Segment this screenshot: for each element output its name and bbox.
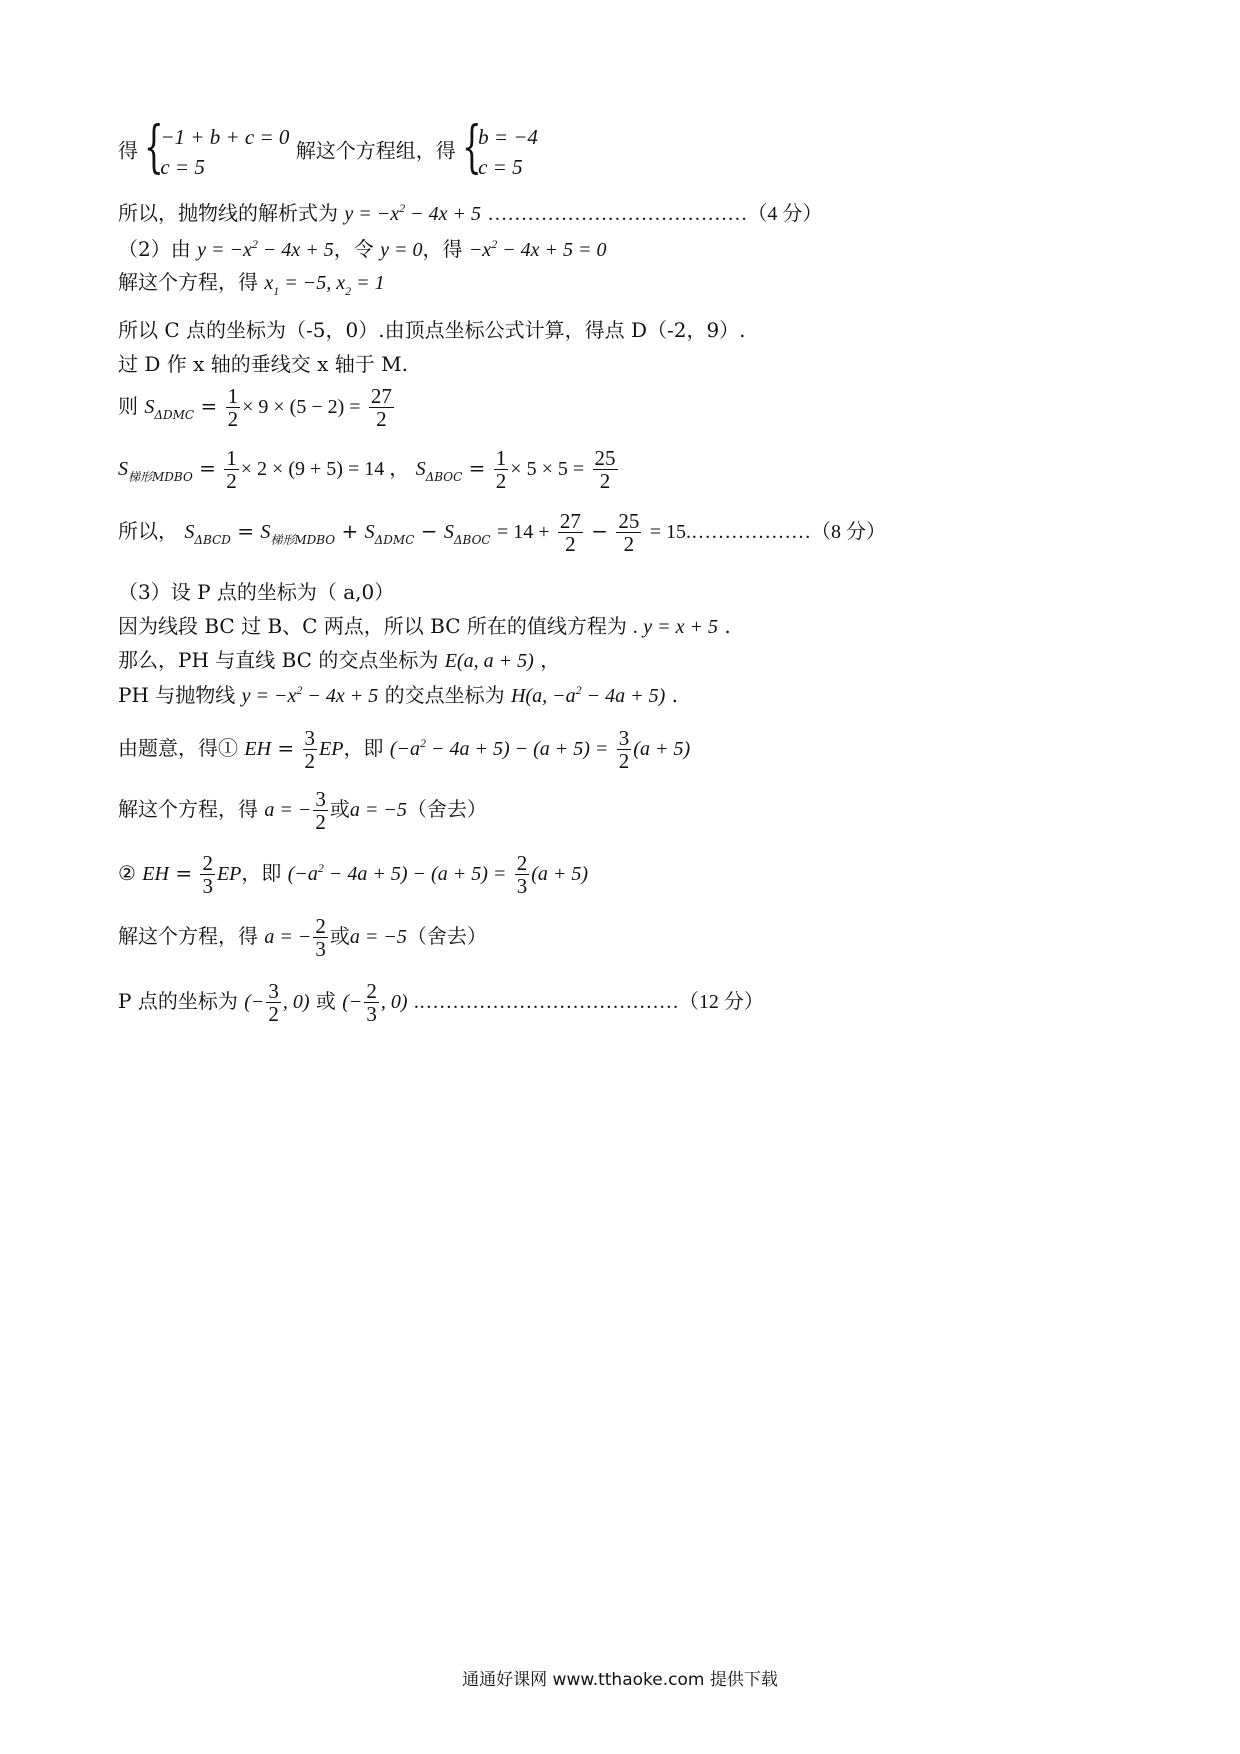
line-part2: （2）由 $y = -x^2 - 4x + 5$，令 y = 0，得 $-x^2 - 4x + 5 = 0$ [118,237,607,261]
score-4: …………………………………（4 分） [487,203,823,225]
line-area-dmc: 则 $S_{\Delta DMC}$ = $\frac{1}{2}$ × 9 × (5 − 2) = $\frac{27}{2}$ [118,384,392,431]
text-solve-system: 解这个方程组，得 [295,138,456,163]
line-point-e: 那么，PH 与直线 BC 的交点坐标为 E(a, a + 5) ， [118,648,561,672]
line-system [118,115,538,182]
line-roots: 解这个方程，得 $x_1 = -5$, $x_2 = 1$ [118,270,385,298]
line-answer-p: P 点的坐标为 (− $\frac{3}{2}$ , 0) 或 (− $\frac{2}{3}$ , 0) .…………………………………（12 分） [118,979,764,1026]
line-perpendicular: 过 D 作 x 轴的垂线交 x 轴于 M. [118,352,408,376]
line-case1: 由题意，得① EH = $\frac{3}{2}$ EP，即 $(-a^2 - 4a + 5) - (a + 5)$ = $\frac{3}{2}$ (a + 5) [118,726,691,773]
line-bc-equation: 因为线段 BC 过 B、C 两点，所以 BC 所在的值线方程为 . y = x + 5 . [118,614,731,638]
equation-system-1: { −1 + b + c = 0 c = 5 [144,115,290,180]
line-area-trapezoid: $S_{梯形MDBO}$ = $\frac{1}{2}$ × 2 × (9 + 5) = 14 ， $S_{\Delta BOC}$ = $\frac{1}{2}$ × 5 × 5 = $\frac{25}{2}$ [118,446,616,493]
line-case2: ② EH = $\frac{2}{3}$ EP，即 $(-a^2 - 4a + 5) - (a + 5)$ = $\frac{2}{3}$ (a + 5) [118,851,589,898]
score-8: .………………（8 分） [686,521,887,543]
line-case1-solution: 解这个方程，得 a = − $\frac{3}{2}$ 或a = −5（舍去） [118,787,487,834]
line-part3: （3）设 P 点的坐标为（ a,0） [118,580,395,604]
formula-parabola: $y = -x^2 - 4x + 5$ [344,201,481,225]
line-area-bcd: 所以， $S_{\Delta BCD} = S_{梯形MDBO} + S_{\Delta DMC} - S_{\Delta BOC} = 14$ + $\frac{27}{2}$ − $\frac{25}{2}$ = 15.………………（8 分） [118,509,887,556]
line-case2-solution: 解这个方程，得 a = − $\frac{2}{3}$ 或a = −5（舍去） [118,914,487,961]
score-12: .…………………………………（12 分） [413,991,764,1013]
line-point-c: 所以 C 点的坐标为（-5，0）.由顶点坐标公式计算，得点 D（-2，9）. [118,318,746,342]
line-parabola: 所以，抛物线的解析式为 $y = -x^2 - 4x + 5$ …………………………………（4 分） [118,201,823,225]
equation-system-2: { b = −4 c = 5 [462,115,538,180]
line-point-h: PH 与抛物线 $y = -x^2 - 4x + 5$ 的交点坐标为 H(a, $-a^2 - 4a + 5$) . [118,683,678,707]
text-de: 得 [118,138,138,163]
footer-source: 通通好课网 www.tthaoke.com 提供下载 [462,1670,778,1690]
